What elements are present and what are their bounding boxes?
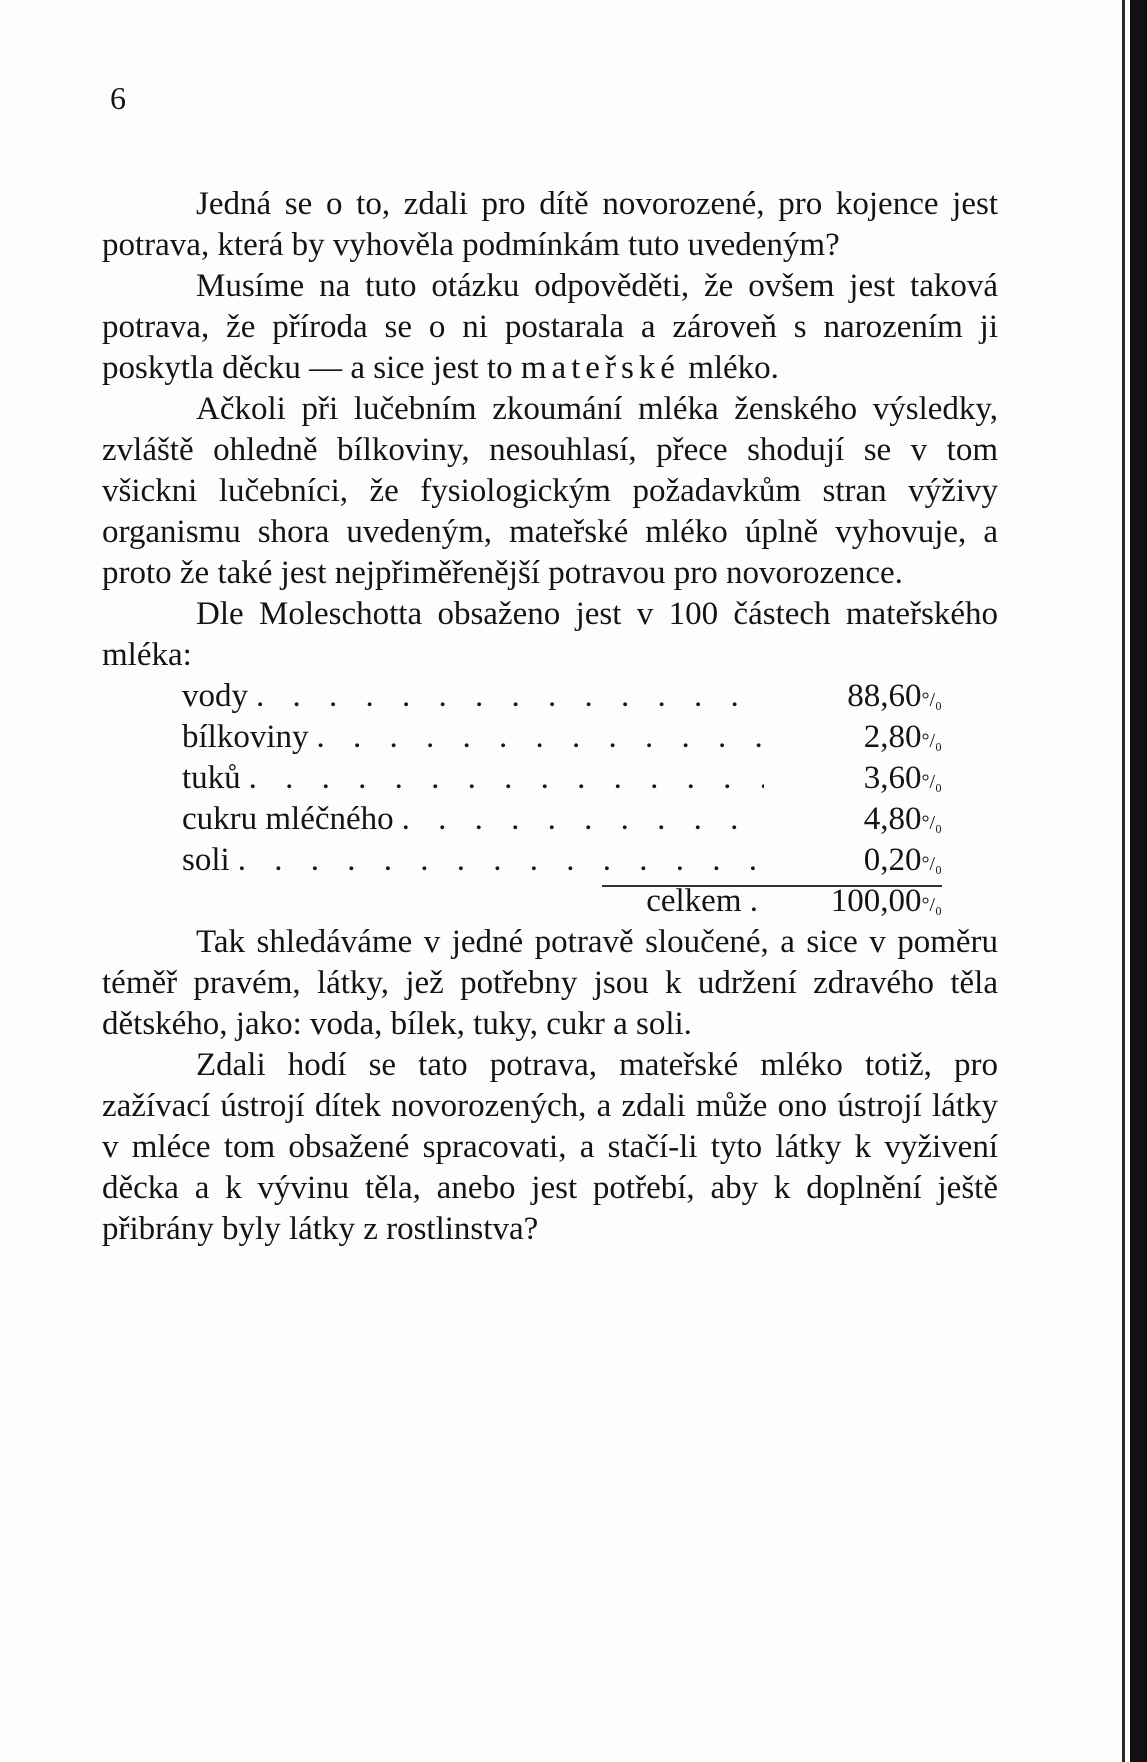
- composition-name: cukru mléčného: [182, 801, 394, 837]
- composition-row: [182, 717, 942, 758]
- composition-name: soli: [182, 842, 230, 878]
- paragraph-2-spaced-word: mateřské: [520, 350, 680, 386]
- paragraph-4: Dle Moleschotta obsaženo jest v 100 částech mateřského mléka:: [102, 596, 998, 673]
- paragraph-1: Jedná se o to, zdali pro dítě novorozené, pro kojence jest potrava, která by vyhověla podmínkám tuto uvedeným?: [102, 186, 998, 263]
- paragraph-2-end: mléko.: [688, 350, 779, 386]
- dot-leader: [402, 799, 764, 840]
- paragraph-6: Zdali hodí se tato potrava, mateřské mléko totiž, pro zažívací ústrojí dítek novorozených, a zdali může ono ústrojí látky v mléce tom obsažené spracovati, a stačí-li tyto látky k vyživení děcka a k vývinu těla, anebo jest potřebí, aby k doplnění ještě přibrány byly látky z rostlinstva?: [102, 1047, 998, 1247]
- total-label: celkem .: [646, 883, 758, 919]
- composition-value: 88,60°/₀: [847, 678, 942, 714]
- dot-leader: [249, 758, 764, 799]
- dot-leader: [238, 840, 764, 881]
- page-edge-line: [1122, 0, 1125, 1762]
- dot-leader: [256, 676, 764, 717]
- composition-total: [182, 881, 942, 922]
- composition-name: vody: [182, 678, 248, 714]
- composition-table: [182, 676, 942, 881]
- total-value: 100,00°/₀: [830, 883, 942, 919]
- dot-leader: [317, 717, 764, 758]
- page-edge-shadow: [1130, 0, 1147, 1762]
- paragraph-2: [102, 266, 998, 389]
- page-number: 6: [110, 80, 126, 116]
- paragraph-5: Tak shledáváme v jedné potravě sloučené, a sice v poměru téměř pravém, látky, jež potřebny jsou k udržení zdravého těla dětského, jako: voda, bílek, tuky, cukr a soli.: [102, 924, 998, 1042]
- composition-row: [182, 840, 942, 881]
- composition-row: [182, 676, 942, 717]
- paragraph-2-text: Musíme na tuto otázku odpověděti, že ovšem jest taková potrava, že příroda se o ni postarala a zároveň s narozením ji poskytla děcku — a sice jest to: [102, 268, 998, 386]
- composition-name: tuků: [182, 760, 241, 796]
- composition-value: 0,20°/₀: [863, 842, 942, 878]
- composition-name: bílkoviny: [182, 719, 309, 755]
- paragraph-3: Ačkoli při lučebním zkoumání mléka ženského výsledky, zvláště ohledně bílkoviny, nesouhlasí, přece shodují se v tom všickni lučebníci, že fysiologickým požadavkům stran výživy organismu shora uvedeným, mateřské mléko úplně vyhovuje, a proto že také jest nejpřiměřenější potravou pro novorozence.: [102, 391, 998, 591]
- composition-value: 3,60°/₀: [863, 760, 942, 796]
- composition-value: 2,80°/₀: [863, 719, 942, 755]
- composition-row: [182, 758, 942, 799]
- composition-value: 4,80°/₀: [863, 801, 942, 837]
- composition-row: [182, 799, 942, 840]
- body-text: [102, 184, 998, 1250]
